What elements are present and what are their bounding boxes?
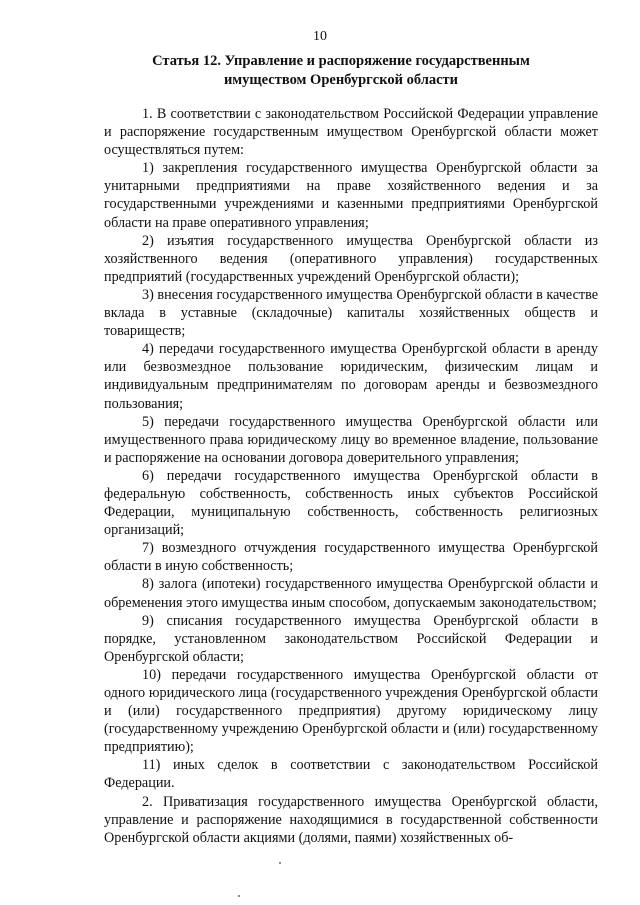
list-item-2: 2) изъятия государственного имущества Оренбургской области из хозяйственного ведения (оперативного управления) государственных предприятий (государственных учреждений Оренбургской области); (104, 232, 598, 285)
paragraph-2: 2. Приватизация государственного имущества Оренбургской области, управление и распоряжение находящимися в государственной собственности Оренбургской области акциями (долями, паями) хозяйственных об- (104, 793, 598, 846)
paragraph-1: 1. В соответствии с законодательством Российской Федерации управление и распоряжение государственным имуществом Оренбургской области может осуществляться путем: (104, 106, 598, 159)
list-item-6: 6) передачи государственного имущества Оренбургской области в федеральную собственность, собственность иных субъектов Российской Федерации, муниципальную собственность, собственность религиозных организаций; (104, 467, 598, 539)
list-item-3: 3) внесения государственного имущества Оренбургской области в качестве вклада в уставные (складочные) капиталы хозяйственных обществ и товариществ; (104, 286, 598, 340)
list-item-11: 11) иных сделок в соответствии с законодательством Российской Федерации. (104, 757, 598, 792)
list-item-4: 4) передачи государственного имущества Оренбургской области в аренду или безвозмездное пользование юридическим, физическим лицам и индивидуальным предпринимателям по договорам аренды и безвозмездного пользования; (104, 341, 598, 412)
scan-artifact-dot (238, 895, 240, 897)
list-item-1: 1) закрепления государственного имущества Оренбургской области за унитарными предприятиями на праве хозяйственного ведения и за государственными учреждениями и казенными предприятиями Оренбургской области на праве оперативного управления; (104, 160, 598, 231)
list-item-8: 8) залога (ипотеки) государственного имущества Оренбургской области и обременения этого имущества иным способом, допускаемым законодательством; (104, 576, 598, 611)
list-item-9: 9) списания государственного имущества Оренбургской области в порядке, установленном законодательством Российской Федерации и Оренбургской области; (104, 612, 598, 665)
list-item-10: 10) передачи государственного имущества Оренбургской области от одного юридического лица (государственного учреждения Оренбургской области и (или) государственного предприятия) другому юридическому лицу (государственному учреждению Оренбургской области и (или) государственному предприятию); (104, 666, 598, 756)
scan-artifact-dot (279, 862, 281, 864)
list-item-7: 7) возмездного отчуждения государственного имущества Оренбургской области в иную собственность; (104, 540, 598, 575)
page-number: 10 (313, 29, 327, 44)
article-title: Статья 12. Управление и распоряжение государственным имуществом Оренбургской области (152, 53, 530, 88)
article-body (104, 105, 598, 847)
list-item-5: 5) передачи государственного имущества Оренбургской области или имущественного права юридическому лицу во временное владение, пользование и распоряжение на основании договора доверительного управления; (104, 413, 598, 466)
